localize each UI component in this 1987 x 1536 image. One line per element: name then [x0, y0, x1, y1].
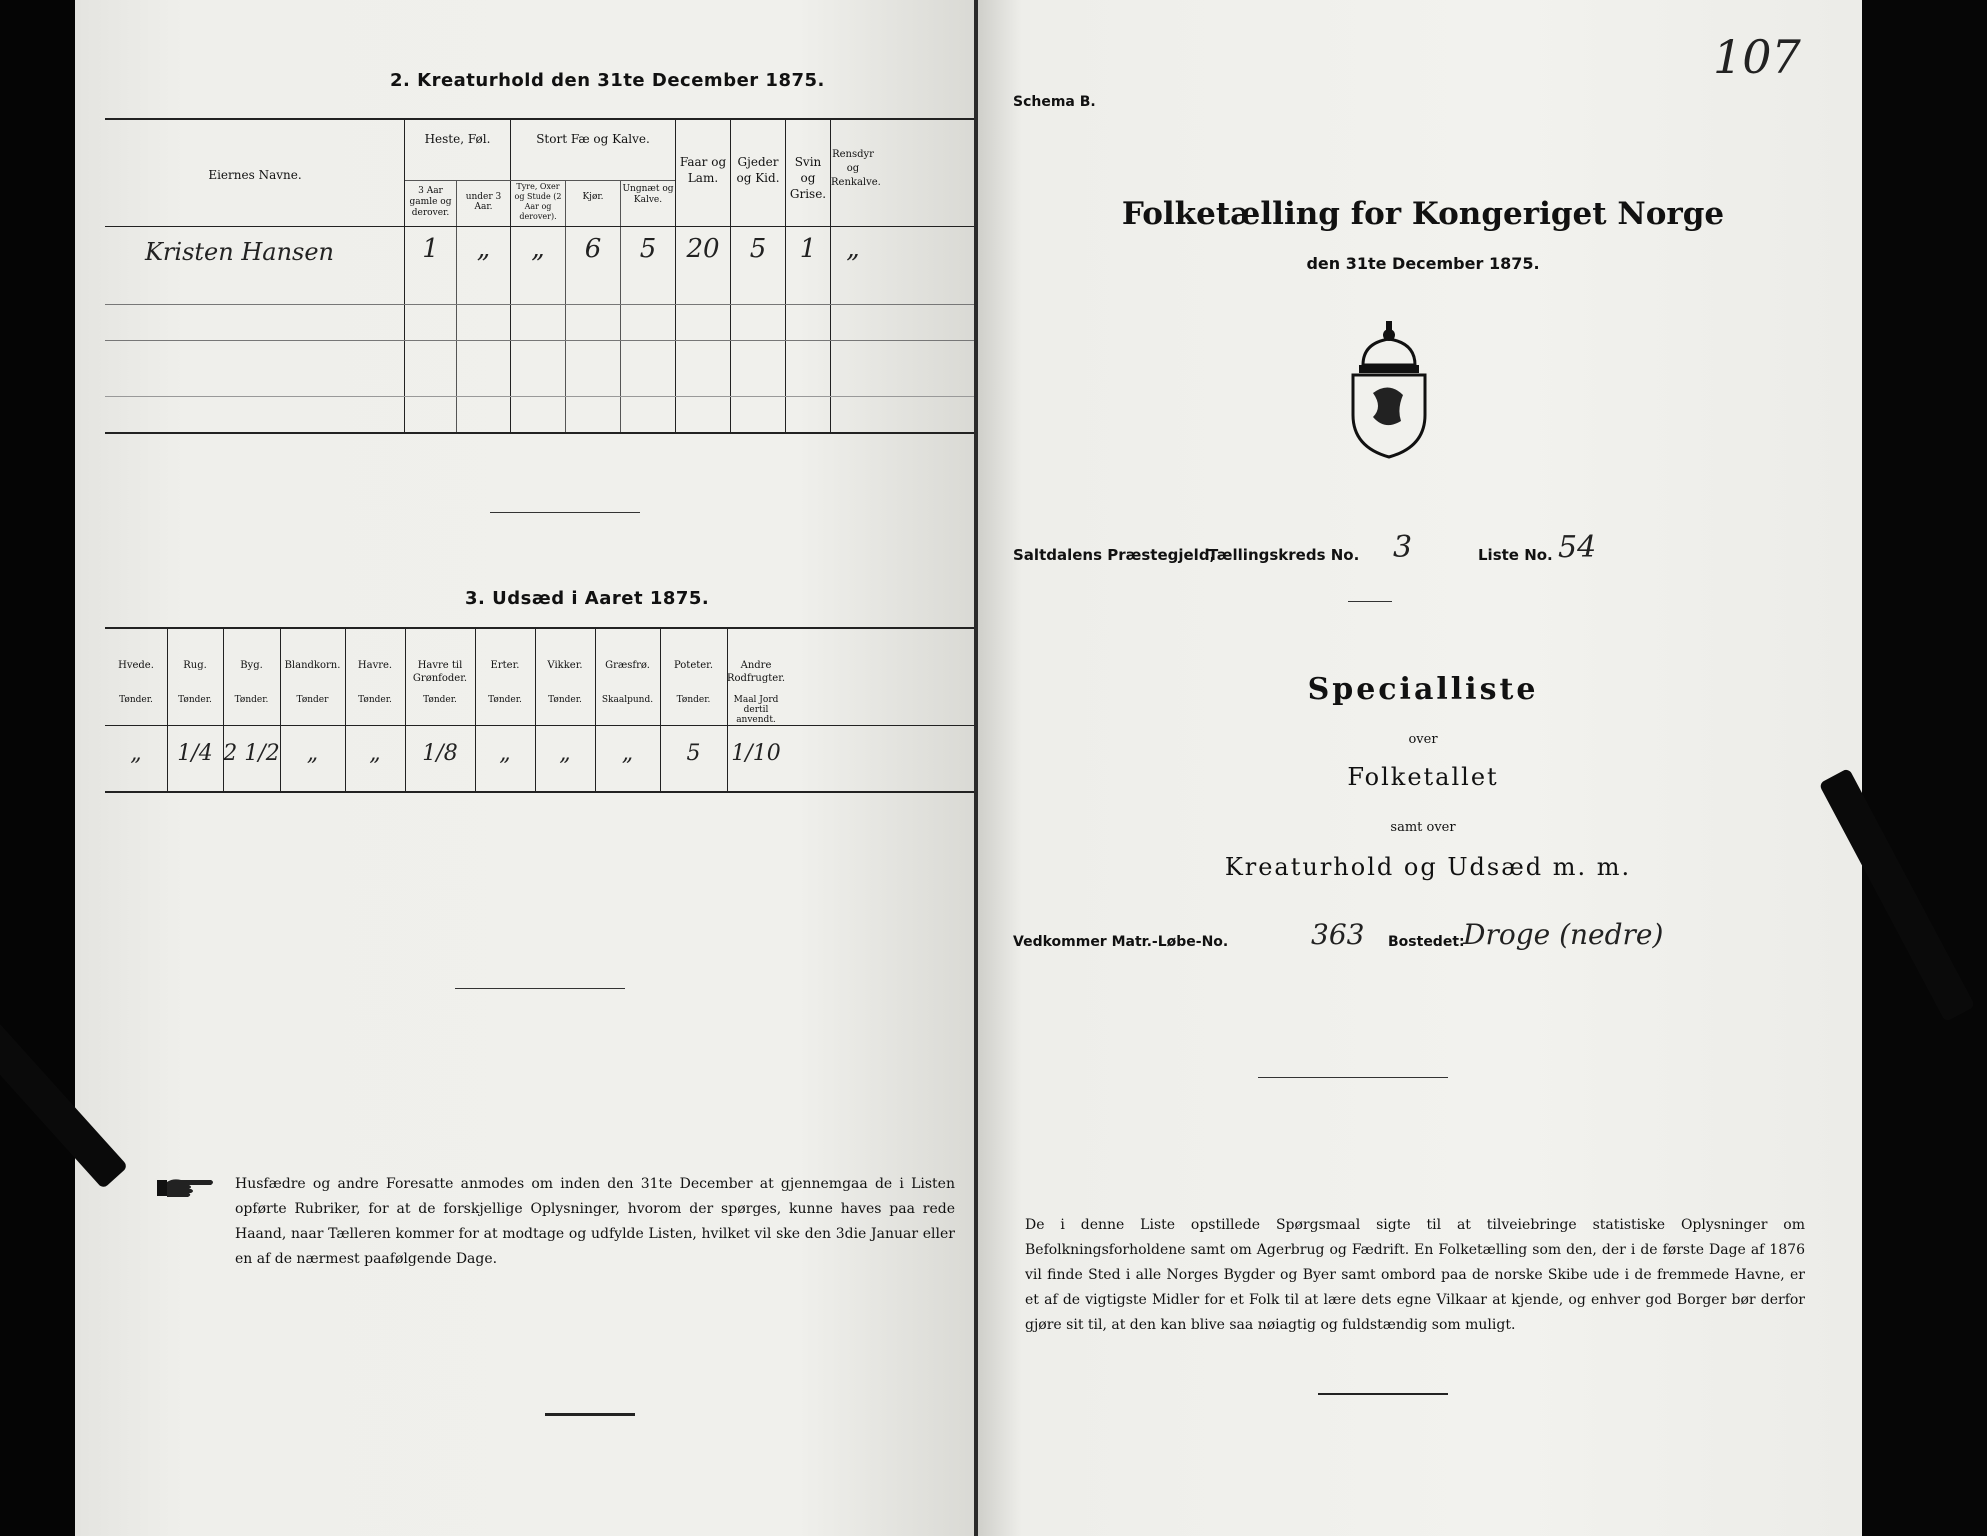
header-reindeer: Rensdyr og Renkalve. [831, 149, 881, 188]
bosted-label: Bostedet: [1388, 934, 1465, 950]
header-horses-3plus: 3 Aar gamle og derover. [409, 186, 452, 218]
header-horses: Heste, Føl. [424, 132, 491, 146]
over-text: over [1408, 732, 1438, 747]
val-sheep: 20 [686, 234, 720, 264]
seed-col-value: „ [130, 741, 142, 766]
seed-col-value: „ [559, 741, 571, 766]
seed-col-name: Erter. [490, 660, 520, 671]
pointing-hand-icon [155, 1170, 215, 1206]
kreaturhold-text: Kreaturhold og Udsæd m. m. [1224, 853, 1632, 881]
list-label: Liste No. [1478, 546, 1553, 564]
samt-over-text: samt over [1390, 820, 1456, 835]
seed-col-unit: Tønder. [488, 695, 522, 705]
seed-col-name: Byg. [240, 660, 263, 671]
notice-text: Husfædre og andre Foresatte anmodes om inden den 31te December at gjennemgaa de i Listen opførte Rubriker, for at de forskjellige Oplysninger, hvorom der spørges, kunne haves paa rede Haand, naar Tælleren kommer for at modtage og udfylde Listen, hvilket vil ske den 3die Januar eller en af de nærmest paafølgende Dage. [235, 1176, 955, 1267]
divider [545, 1413, 635, 1416]
seed-col-name: Græsfrø. [605, 660, 650, 671]
page-number: 107 [1713, 30, 1801, 84]
census-title: Folketælling for Kongeriget Norge [1121, 196, 1725, 232]
header-cattle-cows: Kjør. [582, 192, 604, 202]
section2-title: 2. Kreaturhold den 31te December 1875. [390, 70, 825, 91]
seed-col-unit: Tønder. [423, 695, 457, 705]
divider [1318, 1393, 1448, 1395]
val-horses-under3: „ [476, 234, 491, 264]
seed-col-unit: Tønder. [119, 695, 153, 705]
matr-value: 363 [1311, 918, 1365, 951]
seed-col-unit: Tønder. [548, 695, 582, 705]
seed-table [105, 627, 975, 793]
left-scan-border [0, 0, 75, 1536]
schema-label: Schema B. [1013, 94, 1096, 110]
district-label: Tællingskreds No. [1208, 546, 1360, 564]
seed-col-value: 1/8 [422, 741, 458, 766]
val-horses-3plus: 1 [422, 234, 439, 264]
seed-col-name: Hvede. [118, 660, 154, 671]
val-cattle-cows: 6 [584, 234, 602, 264]
seed-col-unit: Tønder. [358, 695, 392, 705]
left-page [75, 0, 978, 1536]
seed-col-name: Vikker. [547, 660, 583, 671]
folketallet-text: Folketallet [1347, 763, 1499, 791]
seed-col-value: „ [499, 741, 511, 766]
seed-col-value: 2 1/2 [223, 741, 280, 766]
seed-col-value: 1/4 [177, 741, 213, 766]
header-cattle-bulls: Tyre, Oxer og Stude (2 Aar og derover). [514, 182, 562, 221]
seed-col-name: Havre. [357, 660, 393, 671]
seed-col-name: Poteter. [673, 660, 714, 671]
right-page [978, 0, 1862, 1536]
seed-col-value: „ [369, 741, 381, 766]
district-value: 3 [1393, 530, 1413, 565]
right-scan-border [1862, 0, 1987, 1536]
seed-col-unit: Tønder. [676, 695, 711, 705]
seed-col-value: „ [621, 741, 634, 766]
divider [1258, 1077, 1448, 1078]
seed-col-name: Andre Rodfrugter. [727, 660, 786, 684]
val-cattle-young: 5 [639, 234, 657, 264]
val-pigs: 1 [799, 234, 817, 264]
header-cattle: Stort Fæ og Kalve. [536, 132, 650, 146]
val-reindeer: „ [846, 234, 860, 264]
seed-col-value: 5 [686, 741, 701, 766]
coat-of-arms-icon [1343, 315, 1435, 460]
bosted-value: Droge (nedre) [1463, 918, 1664, 951]
header-pigs: Svin og Grise. [789, 155, 827, 201]
val-cattle-bulls: „ [531, 234, 545, 264]
seed-col-unit: Maal Jord dertil anvendt. [733, 695, 779, 725]
owner-name: Kristen Hansen [145, 238, 334, 266]
seed-col-value: „ [306, 741, 319, 766]
divider [490, 512, 640, 513]
divider [1348, 601, 1392, 602]
header-sheep: Faar og Lam. [679, 155, 727, 185]
val-goats: 5 [749, 234, 767, 264]
header-goats: Gjeder og Kid. [736, 155, 780, 185]
section3-title: 3. Udsæd i Aaret 1875. [465, 588, 710, 609]
matr-label: Vedkommer Matr.-Løbe-No. [1013, 934, 1229, 950]
livestock-table [105, 118, 975, 434]
special-title: Specialliste [1307, 672, 1539, 707]
seed-col-value: 1/10 [731, 741, 781, 766]
header-owner: Eiernes Navne. [208, 168, 302, 182]
seed-col-name: Havre til Grønfoder. [412, 660, 468, 684]
header-horses-under3: under 3 Aar. [465, 192, 502, 212]
seed-col-unit: Tønder [296, 695, 329, 705]
census-date: den 31te December 1875. [1306, 254, 1540, 273]
divider [455, 988, 625, 989]
seed-col-name: Rug. [183, 660, 207, 671]
seed-col-unit: Skaalpund. [601, 695, 654, 705]
parish-label: Saltdalens Præstegjeld, [1013, 546, 1216, 564]
seed-col-unit: Tønder. [178, 695, 212, 705]
list-value: 54 [1558, 530, 1597, 565]
seed-col-unit: Tønder. [234, 695, 269, 705]
seed-col-name: Blandkorn. [284, 660, 341, 671]
description-text: De i denne Liste opstillede Spørgsmaal sigte til at tilveiebringe statistiske Oplysninger om Befolkningsforholdene samt om Agerbrug og Fædrift. En Folketælling som den, der i de første Dage af 1876 vil finde Sted i alle Norges Bygder og Byer samt ombord paa de norske Skibe ude i de fremmede Havne, er et af de vigtigste Midler for et Folk til at lære dets egne Vilkaar at kjende, og enhver god Borger bør derfor gjøre sit til, at den kan blive saa nøiagtig og fuldstændig som muligt. [1025, 1217, 1805, 1333]
header-cattle-young: Ungnæt og Kalve. [622, 184, 674, 205]
